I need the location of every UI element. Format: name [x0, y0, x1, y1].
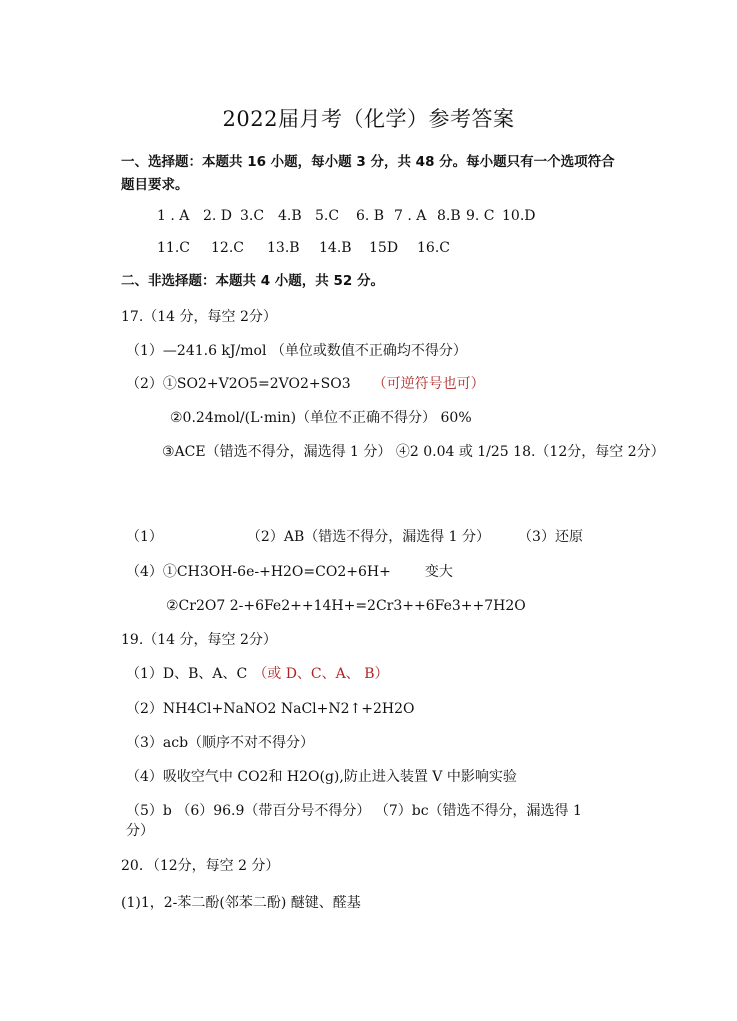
page-title: 2022届月考（化学）参考答案: [222, 107, 515, 131]
q18-part1: [126, 527, 583, 546]
answer-item: 4.B: [278, 208, 302, 224]
q18-part1-prefix: （1）: [126, 529, 163, 545]
q19-part1-note: （或 D、C、A、 B）: [253, 666, 389, 682]
answer-item: 8.B: [437, 208, 461, 224]
answer-item: 1 . A: [157, 208, 190, 224]
q19-part2: （2）NH4Cl+NaNO2 NaCl+N2↑+2H2O: [126, 701, 415, 717]
q18-part1-blank: [163, 527, 243, 541]
answer-item: 11.C: [157, 240, 190, 256]
q17-part2a: [126, 375, 485, 393]
q20-part1: (1)1，2-苯二酚(邻苯二酚) 醚键、醛基: [121, 895, 361, 911]
answers-row-2: [157, 239, 450, 257]
q17-part2c: ③ACE（错选不得分，漏选得 1 分） ④2 0.04 或 1/25 18.（12分，每空 2分）: [162, 444, 665, 460]
q18-part2: （2）AB（错选不得分，漏选得 1 分）: [246, 529, 491, 545]
section1-heading-line1: 一、选择题：本题共 16 小题，每小题 3 分，共 48 分。每小题只有一个选项符合: [121, 154, 615, 170]
answer-item: 12.C: [211, 240, 244, 256]
q18-part4a-prefix: （4）①: [126, 564, 177, 580]
answer-item: 6. B: [356, 208, 385, 224]
q18-part4a-equation: CH3OH-6e-+H2O=CO2+6H+: [176, 564, 391, 580]
q19-part4: （4）吸收空气中 CO2和 H2O(g),防止进入装置 V 中影响实验: [126, 769, 517, 785]
q18-part4a: [126, 563, 453, 581]
answer-item: 5.C: [315, 208, 340, 224]
answer-item: 10.D: [502, 208, 536, 224]
section2-heading: 二、非选择题：本题共 4 小题，共 52 分。: [121, 273, 384, 289]
answer-item: 9. C: [466, 208, 495, 224]
answer-item: 15D: [369, 240, 399, 256]
q19-header: 19.（14 分，每空 2分）: [121, 632, 277, 648]
q18-part3: （3）还原: [518, 529, 583, 545]
q18-part4a-note: 变大: [424, 564, 453, 580]
q17-part2a-prefix: （2）①: [126, 376, 177, 392]
q17-part2b: ②0.24mol/(L·min)（单位不正确不得分） 60%: [170, 410, 472, 426]
answer-item: 3.C: [240, 208, 265, 224]
q19-part5: （5）b （6）96.9（带百分号不得分） （7）bc（错选不得分，漏选得 1: [126, 803, 582, 819]
answer-item: 7 . A: [394, 208, 427, 224]
q19-part3: （3）acb（顺序不对不得分）: [126, 735, 315, 751]
q17-header: 17.（14 分，每空 2分）: [121, 309, 277, 325]
q17-part2a-equation: SO2+V2O5=2VO2+SO3: [176, 376, 351, 392]
q17-part2a-note: （可逆符号也可）: [372, 376, 485, 392]
q17-part1: （1）—241.6 kJ/mol （单位或数值不正确均不得分）: [126, 343, 467, 359]
answer-item: 14.B: [319, 240, 352, 256]
answer-item: 2. D: [203, 208, 233, 224]
q20-header: 20．（12分，每空 2 分）: [121, 858, 280, 874]
q19-part1-answer: （1）D、B、A、C: [126, 666, 248, 682]
q19-part5-cont: 分）: [126, 823, 154, 839]
section1-heading-line2: 题目要求。: [121, 177, 189, 193]
answers-row-1: [157, 207, 536, 225]
answer-item: 13.B: [267, 240, 300, 256]
answer-item: 16.C: [417, 240, 450, 256]
q19-part1: [126, 665, 389, 683]
q18-part4b: ②Cr2O7 2-+6Fe2++14H+=2Cr3++6Fe3++7H2O: [166, 598, 526, 614]
